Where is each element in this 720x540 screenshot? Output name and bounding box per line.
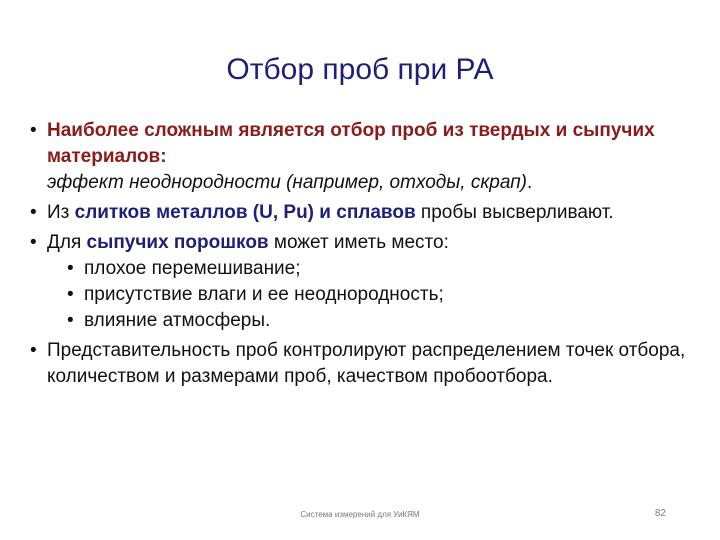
sub-bullet-text: плохое перемешивание; — [84, 258, 301, 279]
heterogeneity-effect-text: эффект неоднородности (например, отходы, скрап) — [47, 172, 528, 193]
footer-caption: Система измерений для УиКЯМ — [300, 510, 420, 519]
sub-bullet-text: влияние атмосферы. — [84, 310, 271, 331]
bullet-marker: • — [30, 340, 37, 361]
sub-bullet-item — [67, 256, 690, 282]
bullet-item-powders — [30, 230, 690, 334]
heterogeneity-period: . — [527, 172, 533, 193]
bullet-item-representativeness — [30, 338, 690, 390]
bullet-marker: • — [30, 232, 37, 253]
bullet-marker: • — [30, 120, 37, 141]
ingots-suffix: пробы высверливают. — [415, 202, 614, 223]
bullet-marker: • — [67, 310, 74, 331]
bullet-marker: • — [30, 202, 37, 223]
powders-emphasis: сыпучих порошков — [86, 232, 269, 253]
slide-content — [30, 118, 690, 394]
bullet-marker: • — [67, 258, 74, 279]
bullet-item-solid-materials — [30, 118, 690, 196]
bullet-item-ingots — [30, 200, 690, 226]
solid-materials-text: Наиболее сложным является отбор проб из твердых и сыпучих материалов: — [47, 120, 655, 167]
bullet-marker: • — [67, 284, 74, 305]
powders-prefix: Для — [47, 232, 87, 253]
sub-bullet-item — [67, 308, 690, 334]
representativeness-text: Представительность проб контролируют распределением точек отбора, количеством и размерами проб, качеством пробоотбора. — [47, 340, 686, 387]
slide-title: Отбор проб при РА — [226, 53, 494, 86]
ingots-emphasis: слитков металлов (U, Pu) и сплавов — [74, 202, 416, 223]
page-number: 82 — [654, 508, 666, 519]
powders-suffix: может иметь место: — [268, 232, 449, 253]
ingots-prefix: Из — [47, 202, 75, 223]
sub-bullet-item — [67, 282, 690, 308]
sub-bullet-text: присутствие влаги и ее неоднородность; — [84, 284, 444, 305]
